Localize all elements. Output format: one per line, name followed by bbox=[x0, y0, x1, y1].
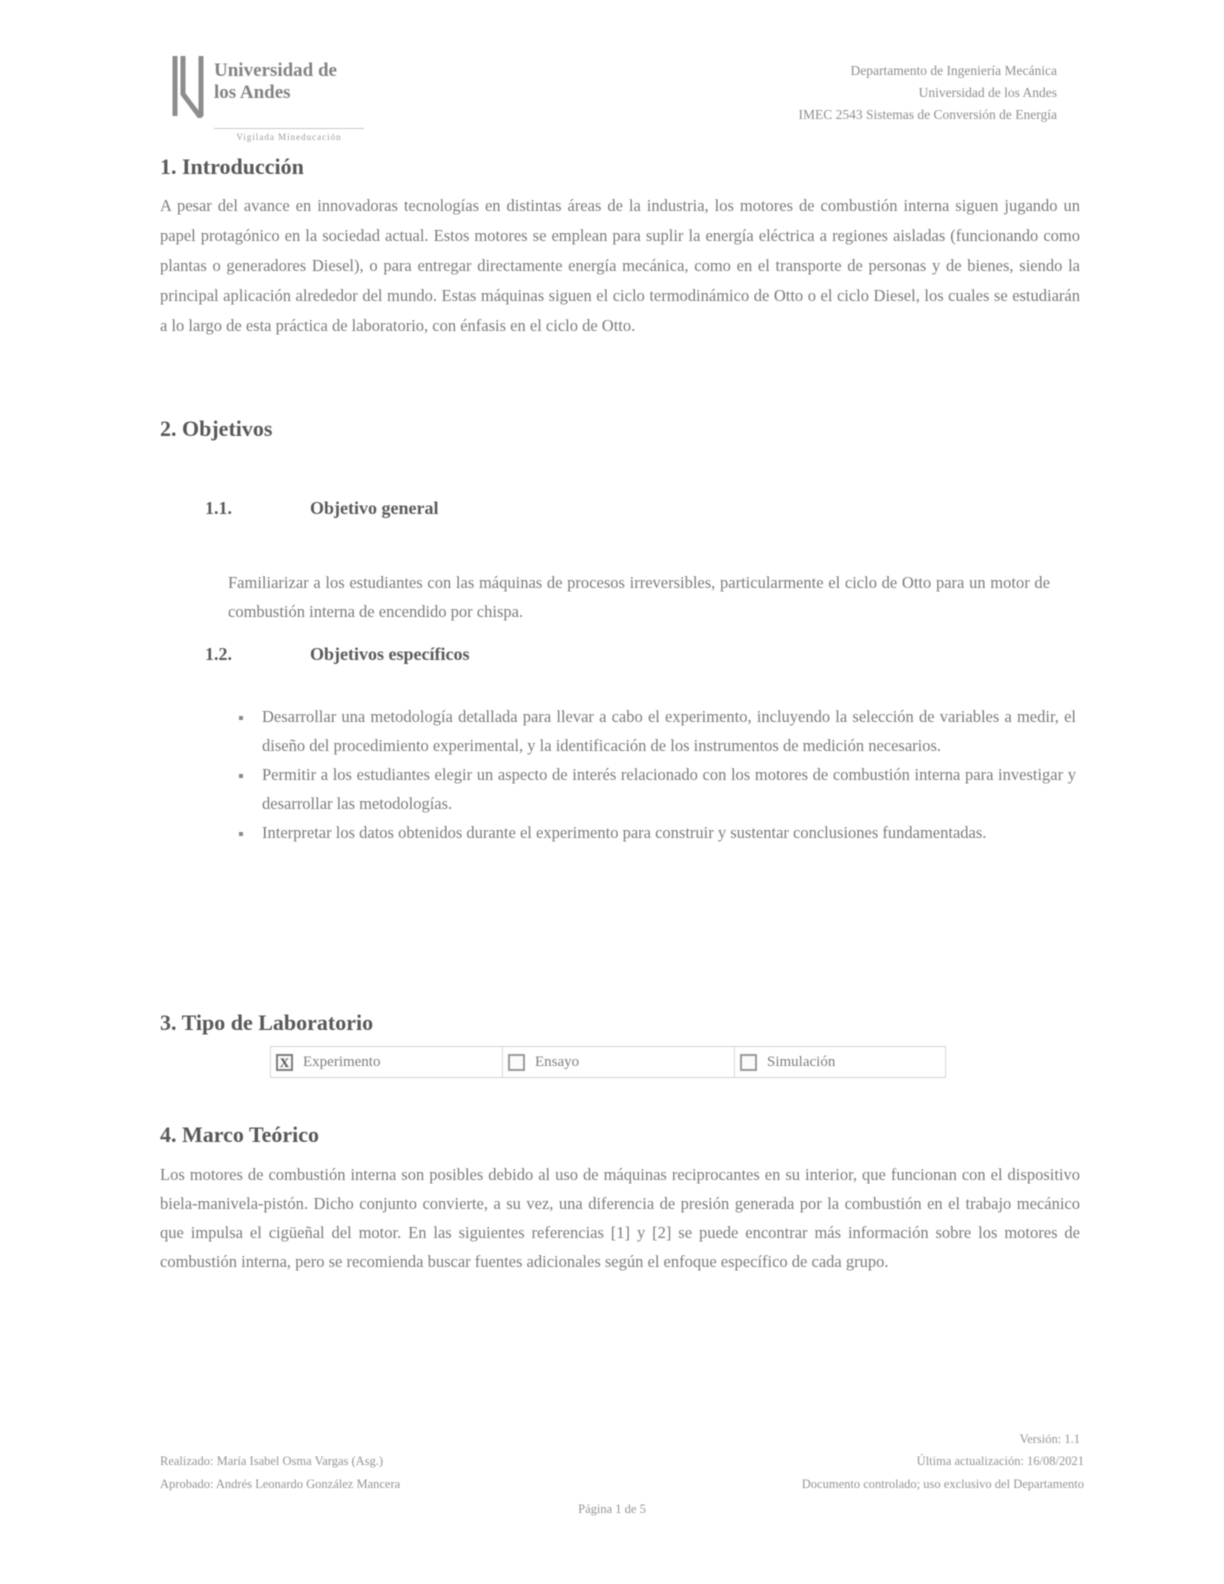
lab-option-experimento bbox=[270, 1047, 502, 1077]
list-item: ▪ Desarrollar una metodología detallada para llevar a cabo el experimento, incluyendo la selección de variables a medir, el diseño del procedimiento experimental, y la identificación de los instrumentos de medición necesarios. bbox=[254, 702, 1076, 760]
university-emblem-icon bbox=[170, 54, 206, 123]
section-heading-tipo-laboratorio: 3. Tipo de Laboratorio bbox=[160, 1010, 374, 1035]
subsection-objetivos-especificos bbox=[205, 644, 905, 665]
objetivo-general-paragraph: Familiarizar a los estudiantes con las máquinas de procesos irreversibles, particularmente el ciclo de Otto para un motor de combustión interna de encendido por chispa. bbox=[228, 573, 1050, 621]
list-item: ▪ Interpretar los datos obtenidos durante el experimento para construir y sustentar conclusiones fundamentadas. bbox=[254, 818, 1076, 847]
lab-option-ensayo bbox=[502, 1047, 734, 1077]
header-course-code: IMEC 2543 Sistemas de Conversión de Energía bbox=[798, 107, 1057, 122]
introduccion-paragraph: A pesar del avance en innovadoras tecnologías en distintas áreas de la industria, los motores de combustión interna siguen jugando un papel protagónico en la sociedad actual. Estos motores se emplean para suplir la energía eléctrica a regiones aisladas (funcionando como plantas o generadores Diesel), o para entregar directamente energía mecánica, como en el transporte de personas y de bienes, siendo la principal aplicación alrededor del mundo. Estas máquinas siguen el ciclo termodinámico de Otto o el ciclo Diesel, los cuales se estudiarán a lo largo de esta práctica de laboratorio, con énfasis en el ciclo de Otto. bbox=[160, 196, 1080, 335]
footer-documento: Documento controlado; uso exclusivo del Departamento bbox=[801, 1477, 1084, 1491]
header-department: Departamento de Ingeniería Mecánica bbox=[850, 63, 1057, 78]
lab-option-simulacion bbox=[734, 1047, 946, 1077]
objetivos-especificos-list bbox=[228, 702, 1076, 847]
marco-teorico-paragraph: Los motores de combustión interna son posibles debido al uso de máquinas reciprocantes en su interior, que funcionan con el dispositivo biela-manivela-pistón. Dicho conjunto convierte, a su vez, una diferencia de presión generada por la combustión en el trabajo mecánico que impulsa el cigüeñal del motor. En las siguientes referencias [1] y [2] se puede encontrar más información sobre los motores de combustión interna, pero se recomienda buscar fuentes adicionales según el enfoque específico de cada grupo. bbox=[160, 1165, 1080, 1271]
logo-name-line1: Universidad de bbox=[214, 60, 337, 81]
university-logo bbox=[170, 54, 385, 162]
lab-option-label: Ensayo bbox=[535, 1053, 580, 1070]
subsection-objetivo-general bbox=[205, 498, 905, 519]
checkbox-simulacion[interactable] bbox=[740, 1054, 757, 1071]
footer-version: Versión: 1.1 bbox=[1019, 1432, 1080, 1446]
subsection-title: Objetivo general bbox=[310, 498, 439, 518]
checkbox-ensayo[interactable] bbox=[508, 1054, 525, 1071]
footer-aprobado: Aprobado: Andrés Leonardo González Mancera bbox=[160, 1477, 401, 1491]
lab-option-label: Simulación bbox=[767, 1053, 836, 1070]
footer-page-number: Página 1 de 5 bbox=[578, 1502, 646, 1516]
section-heading-objetivos: 2. Objetivos bbox=[160, 416, 273, 441]
logo-caption: Vigilada Mineducación bbox=[214, 128, 364, 142]
logo-name-line2: los Andes bbox=[214, 82, 291, 103]
subsection-number: 1.1. bbox=[205, 498, 232, 518]
subsection-number: 1.2. bbox=[205, 644, 232, 664]
header-university: Universidad de los Andes bbox=[918, 85, 1057, 100]
lab-type-table bbox=[270, 1046, 946, 1078]
lab-option-label: Experimento bbox=[303, 1053, 381, 1070]
checkbox-experimento[interactable]: X bbox=[276, 1054, 293, 1071]
header-course-info bbox=[799, 60, 1057, 126]
subsection-title: Objetivos específicos bbox=[310, 644, 470, 664]
section-heading-introduccion: 1. Introducción bbox=[160, 154, 304, 179]
list-item: ▪ Permitir a los estudiantes elegir un aspecto de interés relacionado con los motores de combustión interna para investigar y desarrollar las metodologías. bbox=[254, 760, 1076, 818]
section-heading-marco-teorico: 4. Marco Teórico bbox=[160, 1122, 320, 1147]
footer-realizado: Realizado: María Isabel Osma Vargas (Asg.) bbox=[160, 1454, 384, 1468]
footer-actualizacion: Última actualización: 16/08/2021 bbox=[916, 1454, 1084, 1468]
